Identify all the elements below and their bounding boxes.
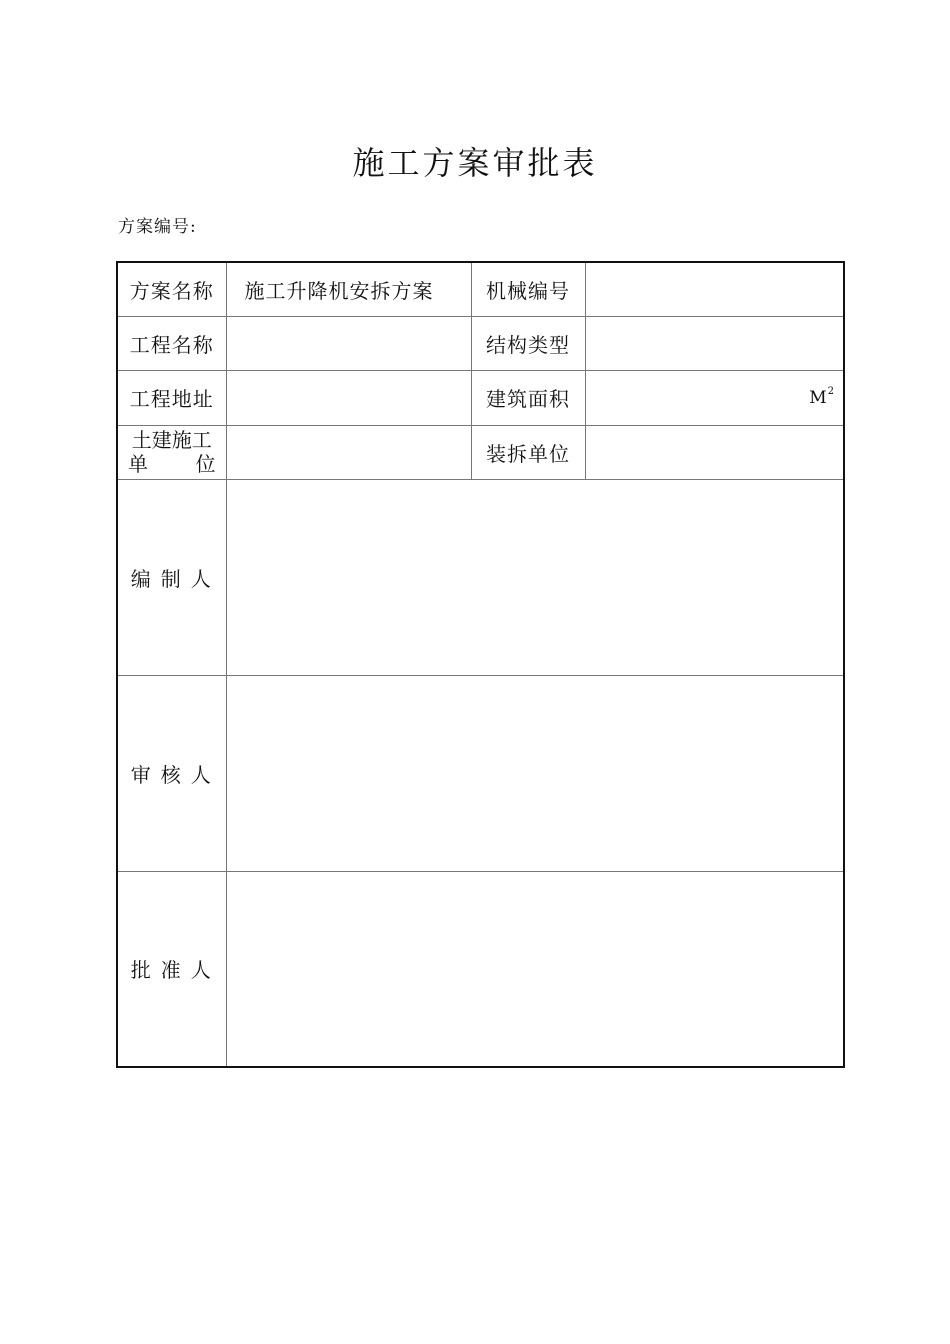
civil-contractor-label-char-b: 位 [195, 452, 216, 476]
area-unit-superscript: 2 [827, 385, 835, 397]
approval-form-table [116, 261, 845, 1068]
table-row [117, 316, 844, 370]
table-row [117, 675, 844, 871]
project-address-value[interactable] [226, 370, 471, 425]
machine-number-label: 机械编号 [471, 262, 585, 316]
structure-type-value[interactable] [585, 316, 844, 370]
table-row [117, 871, 844, 1067]
plan-name-value[interactable]: 施工升降机安拆方案 [226, 262, 471, 316]
building-area-label: 建筑面积 [471, 370, 585, 425]
installer-unit-value[interactable] [585, 425, 844, 479]
civil-contractor-value[interactable] [226, 425, 471, 479]
civil-contractor-label [117, 425, 226, 479]
plan-name-label: 方案名称 [117, 262, 226, 316]
civil-contractor-label-line2 [118, 452, 226, 476]
installer-unit-label: 装拆单位 [471, 425, 585, 479]
compiler-signature-area[interactable] [226, 479, 844, 675]
project-name-value[interactable] [226, 316, 471, 370]
reviewer-signature-area[interactable] [226, 675, 844, 871]
table-row [117, 370, 844, 425]
approver-signature-area[interactable] [226, 871, 844, 1067]
civil-contractor-label-char-a: 单 [128, 452, 148, 476]
area-unit: M [809, 387, 828, 408]
table-row [117, 262, 844, 316]
approver-label: 批准人 [117, 871, 226, 1067]
machine-number-value[interactable] [585, 262, 844, 316]
building-area-value[interactable] [585, 370, 844, 425]
plan-number-label: 方案编号: [118, 217, 197, 237]
structure-type-label: 结构类型 [471, 316, 585, 370]
civil-contractor-label-line1: 土建施工 [131, 428, 212, 452]
project-address-label: 工程地址 [117, 370, 226, 425]
table-row [117, 479, 844, 675]
page-title: 施工方案审批表 [352, 144, 598, 182]
reviewer-label: 审核人 [117, 675, 226, 871]
table-row [117, 425, 844, 479]
project-name-label: 工程名称 [117, 316, 226, 370]
compiler-label: 编制人 [117, 479, 226, 675]
